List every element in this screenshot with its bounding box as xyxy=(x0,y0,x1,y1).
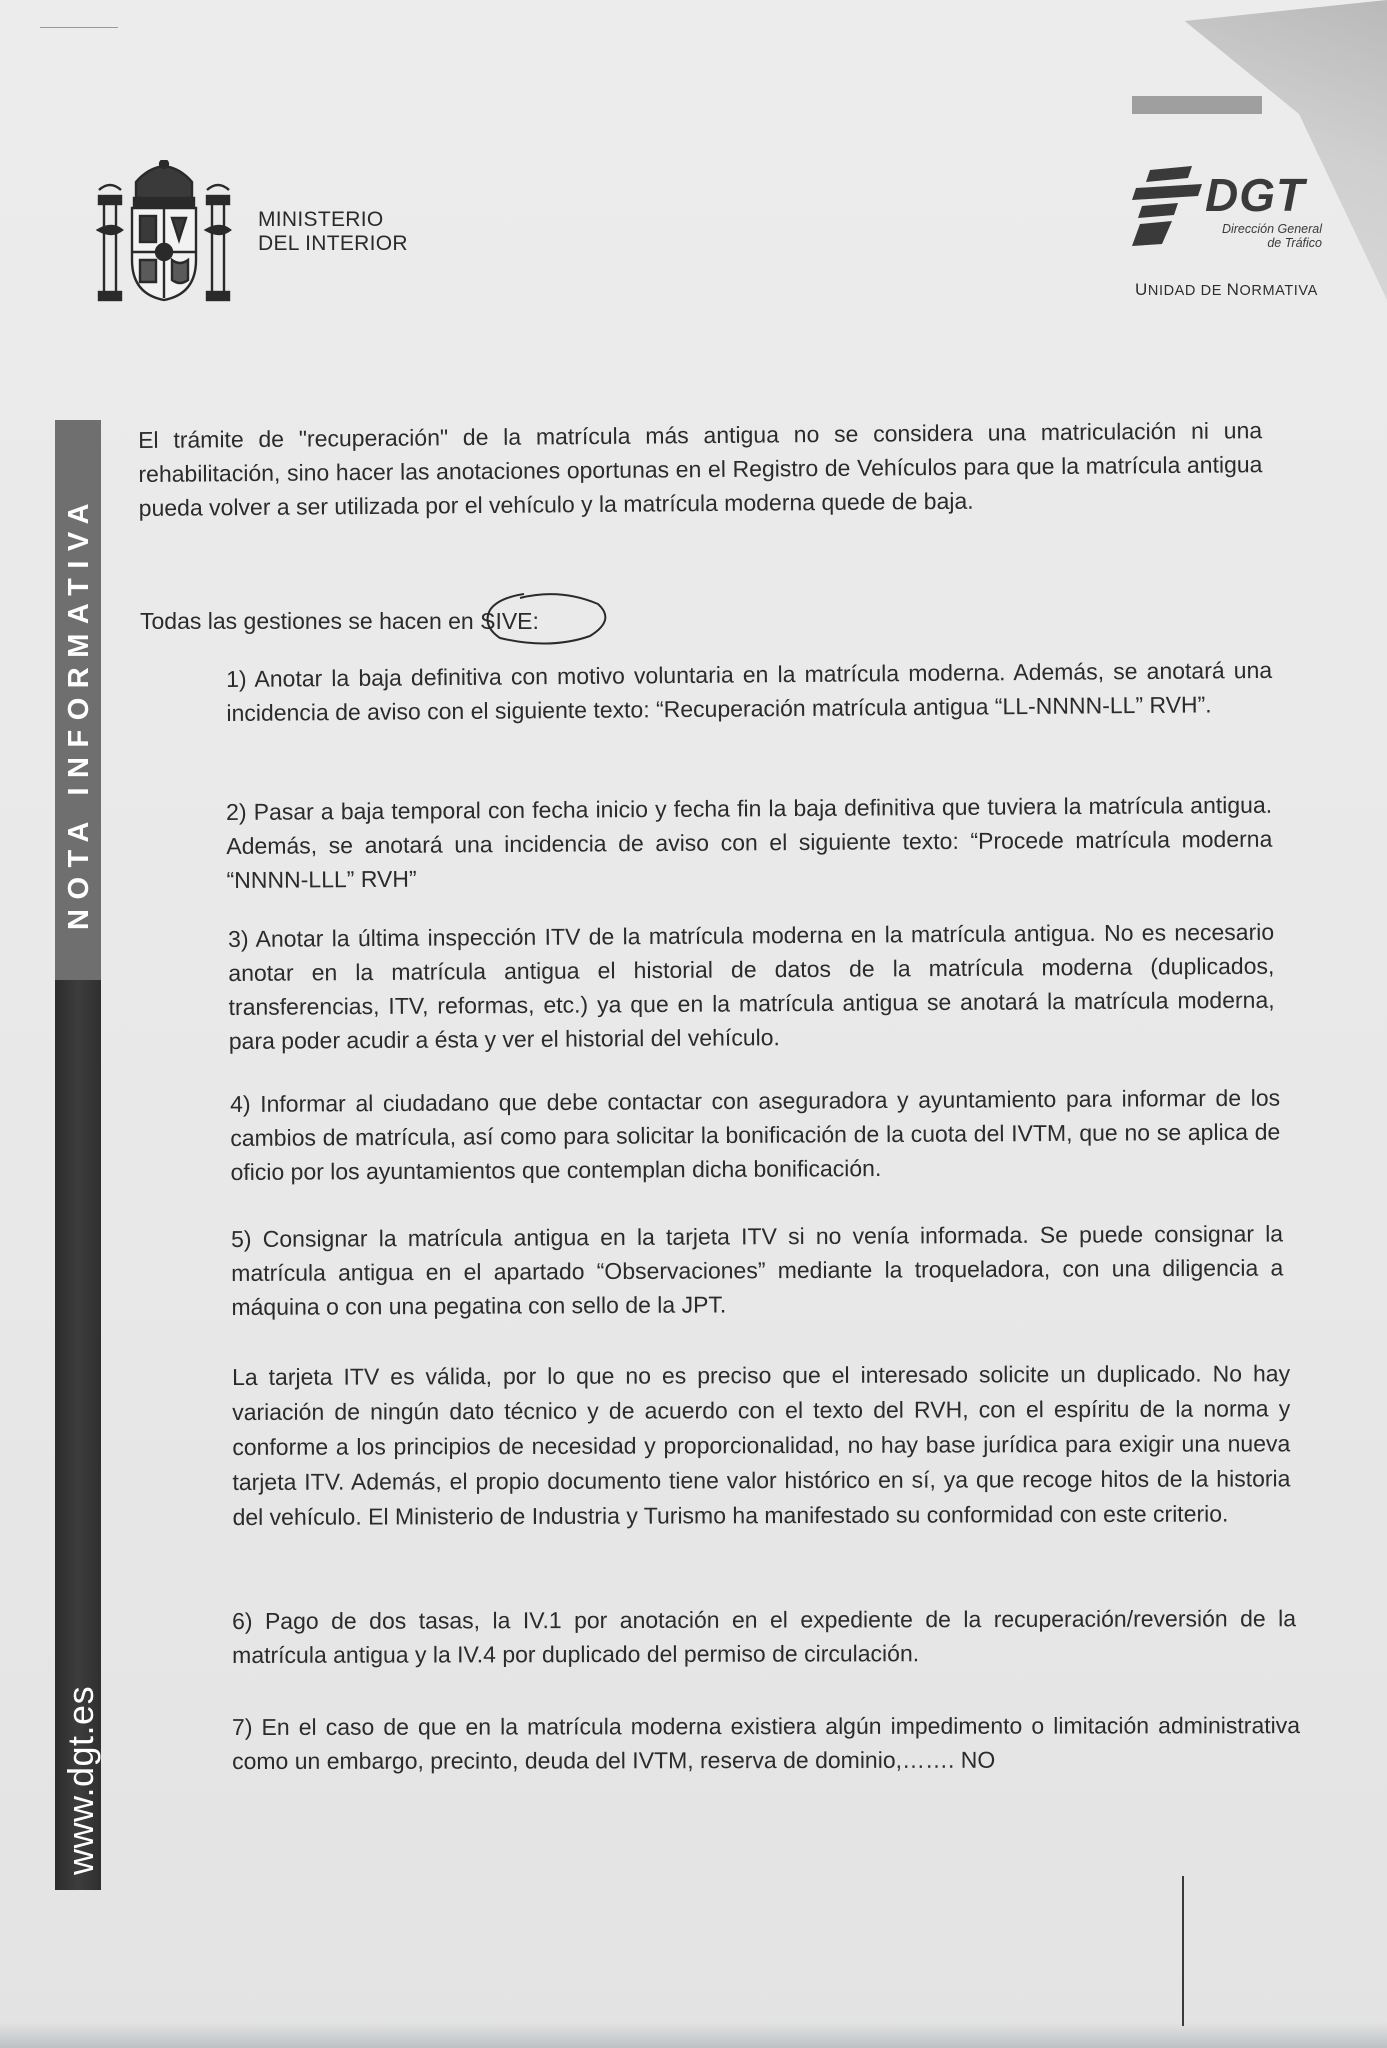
unit-word-2: ORMATIVA xyxy=(1239,283,1318,299)
ministry-name xyxy=(258,208,408,256)
list-item-2: 2) Pasar a baja temporal con fecha inicio y fecha fin la baja definitiva que tuviera la matrícula antigua. Además, se anotará una incidencia de aviso con el siguiente texto: “Procede matrícula moderna “NNNN-LLL” RVH” xyxy=(226,791,1273,893)
list-item-4: 4) Informar al ciudadano que debe contactar con aseguradora y ayuntamiento para informar de los cambios de matrícula, así como para solicitar la bonificación de la cuota del IVTM, que no se aplica de oficio por los ayuntamientos que contemplan dicha bonificación. xyxy=(230,1084,1281,1185)
top-rule xyxy=(40,27,118,28)
bottom-shadow xyxy=(0,2022,1387,2048)
dgt-subtitle-line-1: Dirección General xyxy=(1221,222,1322,236)
ministry-line-2: DEL INTERIOR xyxy=(258,232,408,255)
list-item-3: 3) Anotar la última inspección ITV de la matrícula moderna en la matrícula antigua. No es necesario anotar en la matrícula antigua el historial de datos de la matrícula moderna (duplicados, transferencias, ITV, reformas, etc.) ya que en la matrícula antigua se anotará la matrícula moderna, para poder acudir a ésta y ver el historial del vehículo. xyxy=(228,918,1275,1054)
list-item-6: 6) Pago de dos tasas, la IV.1 por anotación en el expediente de la recuperación/reversión de la matrícula antigua y la IV.4 por duplicado del permiso de circulación. xyxy=(232,1605,1297,1668)
header-grey-bar xyxy=(1132,96,1262,114)
handwritten-circle xyxy=(480,590,612,648)
unit-word-1: NIDAD DE xyxy=(1147,283,1227,299)
intro-paragraph: El trámite de "recuperación" de la matrícula más antigua no se considera una matriculación ni una rehabilitación, sino hacer las anotaciones oportunas en el Registro de Vehículos para que la matrícula antigua pueda volver a ser utilizada por el vehículo y la matrícula moderna quede de baja. xyxy=(138,417,1263,521)
nota-informativa-label: NOTA INFORMATIVA xyxy=(63,493,95,930)
list-item-1: 1) Anotar la baja definitiva con motivo voluntaria en la matrícula moderna. Además, se anotará una incidencia de aviso con el siguiente texto: “Recuperación matrícula antigua “LL-NNNN-LL” RVH”. xyxy=(226,656,1273,726)
margin-pen-line xyxy=(1182,1876,1184,2026)
unit-initial: U xyxy=(1135,280,1148,299)
gestiones-line: Todas las gestiones se hacen en SIVE: xyxy=(140,608,539,634)
list-item-5: 5) Consignar la matrícula antigua en la tarjeta ITV si no venía informada. Se puede consignar la matrícula antigua en el apartado “Observaciones” mediante la troqueladora, con una diligencia a máquina o con una pegatina con sello de la JPT. xyxy=(231,1220,1284,1320)
ministry-line-1: MINISTERIO xyxy=(258,208,384,231)
dgt-logo-text: DGT xyxy=(1205,169,1306,221)
unit-label xyxy=(1135,280,1318,300)
list-item-7: 7) En el caso de que en la matrícula moderna existiera algún impedimento o limitación administrativa como un embargo, precinto, deuda del IVTM, reserva de dominio,……. NO xyxy=(232,1712,1301,1774)
tarjeta-paragraph: La tarjeta ITV es válida, por lo que no es preciso que el interesado solicite un duplicado. No hay variación de ningún dato técnico y de acuerdo con el texto del RVH, con el espíritu de la norma y conforme a los principios de necesidad y proporcionalidad, no hay base jurídica para exigir una nueva tarjeta ITV. Además, el propio documento tiene valor histórico en sí, ya que recoge hitos de la historia del vehículo. El Ministerio de Industria y Turismo ha manifestado su conformidad con este criterio. xyxy=(232,1360,1291,1530)
unit-initial-2: N xyxy=(1226,280,1240,299)
website-label: www.dgt.es xyxy=(60,1685,101,1875)
coat-of-arms-icon xyxy=(96,160,232,305)
dgt-subtitle-line-2: de Tráfico xyxy=(1267,236,1322,250)
dgt-subtitle xyxy=(1200,222,1322,250)
